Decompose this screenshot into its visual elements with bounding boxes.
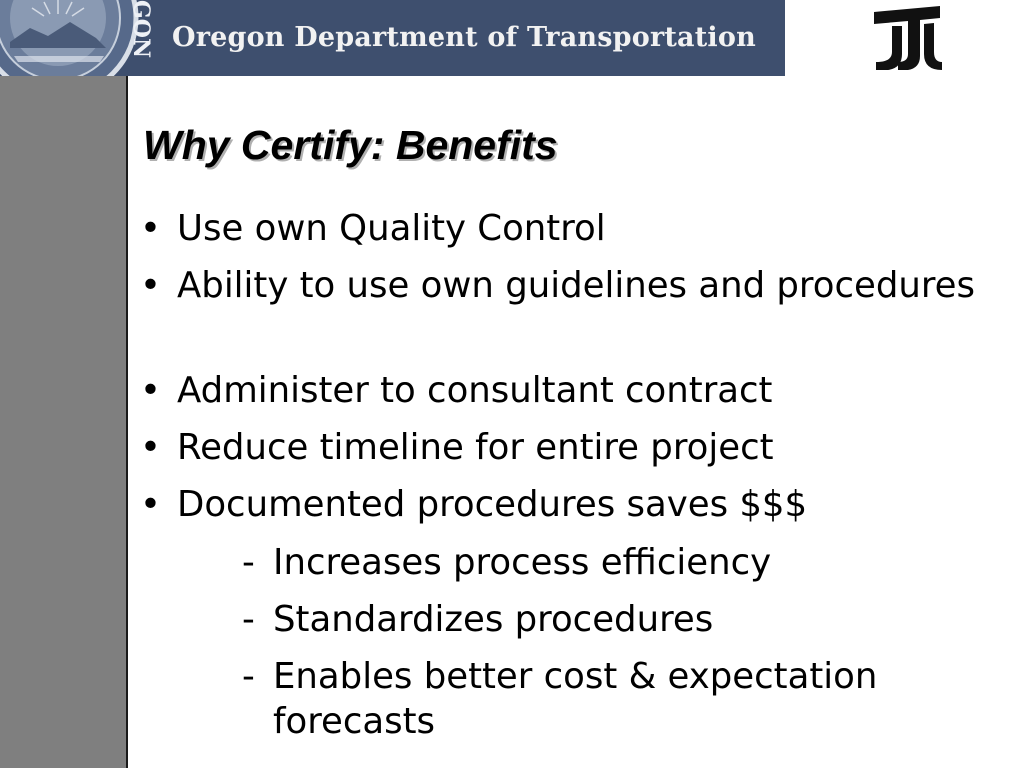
- seal-lettering: GON: [128, 0, 154, 59]
- bullet-item: [140, 482, 1010, 527]
- slide-title: Why Certify: Benefits: [143, 122, 558, 168]
- bullet-text: Administer to consultant contract: [177, 370, 773, 411]
- bullet-text: Use own Quality Control: [177, 208, 606, 249]
- organization-name: Oregon Department of Transportation: [172, 22, 756, 53]
- bullet-icon: •: [140, 208, 161, 249]
- bullet-item: [140, 425, 1010, 470]
- odot-logo-icon: [868, 4, 946, 72]
- bullet-item: [140, 263, 1010, 308]
- header-banner: [0, 0, 785, 76]
- dash-marker: -: [242, 656, 255, 697]
- bullet-icon: •: [140, 370, 161, 411]
- sub-bullet-text: Increases process efficiency: [273, 542, 772, 583]
- sub-bullet-item: [242, 597, 1002, 642]
- sub-bullet-item: [242, 654, 1002, 744]
- bullet-item: [140, 206, 1010, 251]
- bullet-icon: •: [140, 427, 161, 468]
- sub-bullet-text: Standardizes procedures: [273, 599, 714, 640]
- bullet-text: Reduce timeline for entire project: [177, 427, 774, 468]
- bullet-icon: •: [140, 484, 161, 525]
- oregon-state-seal-icon: [0, 0, 160, 76]
- bullet-icon: •: [140, 265, 161, 306]
- sub-bullet-item: [242, 540, 1002, 585]
- sub-bullet-text: Enables better cost & expectation forecasts: [273, 656, 878, 742]
- dash-marker: -: [242, 542, 255, 583]
- bullet-text: Documented procedures saves $$$: [177, 484, 808, 525]
- dash-marker: -: [242, 599, 255, 640]
- bullet-item: [140, 368, 1010, 413]
- left-sidebar-bar: [0, 76, 128, 768]
- bullet-text: Ability to use own guidelines and procedures: [177, 265, 976, 306]
